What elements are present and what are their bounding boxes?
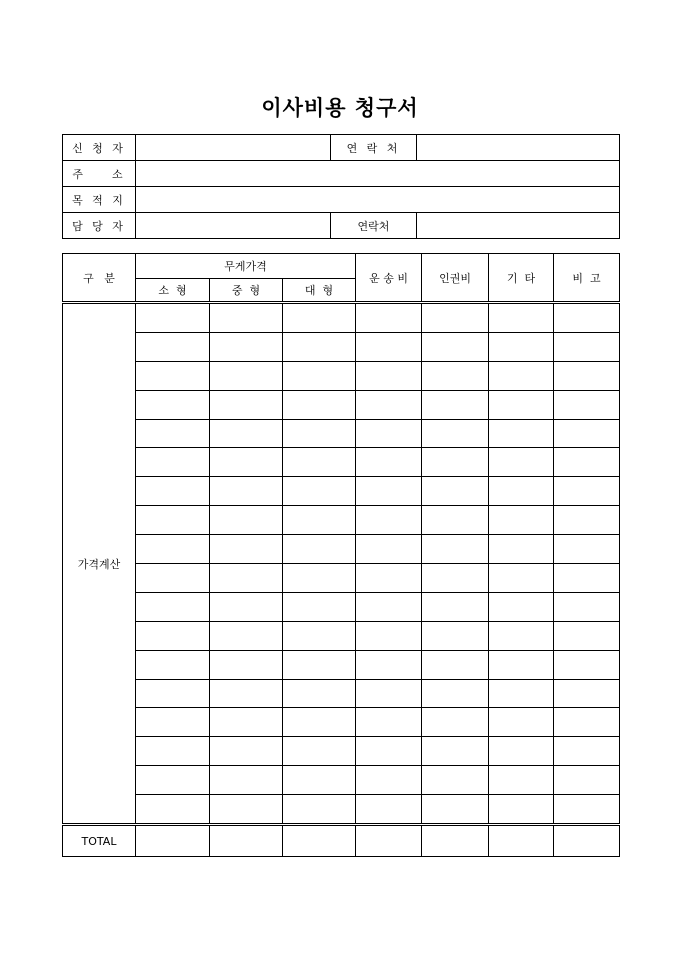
other-cell[interactable] [489, 535, 554, 564]
transport-cell[interactable] [356, 535, 422, 564]
labor-cell[interactable] [422, 477, 489, 506]
total-remarks-cell[interactable] [554, 825, 620, 857]
other-cell[interactable] [489, 650, 554, 679]
table-row [63, 477, 620, 506]
medium-cell[interactable] [210, 737, 283, 766]
large-cell[interactable] [283, 564, 356, 593]
small-cell[interactable] [136, 506, 210, 535]
labor-cell[interactable] [422, 737, 489, 766]
large-cell[interactable] [283, 303, 356, 333]
table-row [63, 506, 620, 535]
medium-cell[interactable] [210, 592, 283, 621]
address-label: 주 소 [63, 161, 136, 187]
applicant-row [63, 135, 620, 161]
medium-cell[interactable] [210, 390, 283, 419]
small-size-header: 소 형 [136, 279, 210, 303]
document-title: 이사비용 청구서 [261, 96, 419, 120]
small-cell[interactable] [136, 303, 210, 333]
labor-cell[interactable] [422, 361, 489, 390]
large-cell[interactable] [283, 332, 356, 361]
large-cell[interactable] [283, 448, 356, 477]
labor-cell[interactable] [422, 332, 489, 361]
destination-row [63, 187, 620, 213]
medium-cell[interactable] [210, 564, 283, 593]
labor-cell[interactable] [422, 390, 489, 419]
remarks-cell[interactable] [554, 535, 620, 564]
total-medium-cell[interactable] [210, 825, 283, 857]
contact-field[interactable] [417, 135, 620, 161]
other-cell[interactable] [489, 506, 554, 535]
medium-cell[interactable] [210, 303, 283, 333]
row-group-label: 가격계산 [63, 303, 136, 825]
transport-cell[interactable] [356, 506, 422, 535]
labor-cell[interactable] [422, 303, 489, 333]
large-cell[interactable] [283, 592, 356, 621]
labor-cell[interactable] [422, 506, 489, 535]
large-cell[interactable] [283, 535, 356, 564]
labor-cell[interactable] [422, 592, 489, 621]
transport-cell[interactable] [356, 448, 422, 477]
destination-label: 목 적 지 [63, 187, 136, 213]
small-cell[interactable] [136, 708, 210, 737]
transport-cell[interactable] [356, 477, 422, 506]
table-row [63, 564, 620, 593]
medium-cell[interactable] [210, 448, 283, 477]
small-cell[interactable] [136, 477, 210, 506]
large-cell[interactable] [283, 419, 356, 448]
transport-cell[interactable] [356, 592, 422, 621]
labor-header: 인권비 [422, 254, 489, 303]
large-size-header: 대 형 [283, 279, 356, 303]
transport-cell[interactable] [356, 564, 422, 593]
other-header: 기 타 [489, 254, 554, 303]
address-field[interactable] [136, 161, 620, 187]
medium-cell[interactable] [210, 708, 283, 737]
other-cell[interactable] [489, 303, 554, 333]
other-cell[interactable] [489, 390, 554, 419]
transport-cell[interactable] [356, 708, 422, 737]
other-cell[interactable] [489, 766, 554, 795]
table-row [63, 303, 620, 333]
manager-field[interactable] [136, 213, 331, 239]
table-row [63, 332, 620, 361]
table-row [63, 621, 620, 650]
table-row [63, 766, 620, 795]
table-row [63, 737, 620, 766]
total-label: TOTAL [63, 825, 136, 857]
total-labor-cell[interactable] [422, 825, 489, 857]
other-cell[interactable] [489, 332, 554, 361]
labor-cell[interactable] [422, 708, 489, 737]
other-cell[interactable] [489, 737, 554, 766]
other-cell[interactable] [489, 361, 554, 390]
large-cell[interactable] [283, 766, 356, 795]
medium-cell[interactable] [210, 332, 283, 361]
remarks-cell[interactable] [554, 708, 620, 737]
header-row-1 [63, 254, 620, 279]
large-cell[interactable] [283, 650, 356, 679]
remarks-cell[interactable] [554, 448, 620, 477]
small-cell[interactable] [136, 361, 210, 390]
medium-cell[interactable] [210, 361, 283, 390]
transport-cell[interactable] [356, 679, 422, 708]
medium-cell[interactable] [210, 650, 283, 679]
transport-cell[interactable] [356, 332, 422, 361]
small-cell[interactable] [136, 737, 210, 766]
remarks-cell[interactable] [554, 592, 620, 621]
large-cell[interactable] [283, 506, 356, 535]
medium-size-header: 중 형 [210, 279, 283, 303]
remarks-header: 비 고 [554, 254, 620, 303]
other-cell[interactable] [489, 477, 554, 506]
applicant-label: 신 청 자 [63, 135, 136, 161]
small-cell[interactable] [136, 419, 210, 448]
large-cell[interactable] [283, 621, 356, 650]
labor-cell[interactable] [422, 419, 489, 448]
medium-cell[interactable] [210, 419, 283, 448]
remarks-cell[interactable] [554, 477, 620, 506]
remarks-cell[interactable] [554, 506, 620, 535]
total-transport-cell[interactable] [356, 825, 422, 857]
manager-row [63, 213, 620, 239]
manager-contact-label: 연락처 [331, 213, 417, 239]
applicant-info-table [62, 134, 620, 239]
transport-cell[interactable] [356, 650, 422, 679]
small-cell[interactable] [136, 766, 210, 795]
table-row [63, 448, 620, 477]
labor-cell[interactable] [422, 448, 489, 477]
table-row [63, 650, 620, 679]
other-cell[interactable] [489, 621, 554, 650]
table-row [63, 535, 620, 564]
labor-cell[interactable] [422, 795, 489, 825]
table-row [63, 795, 620, 825]
table-row [63, 592, 620, 621]
large-cell[interactable] [283, 737, 356, 766]
remarks-cell[interactable] [554, 737, 620, 766]
small-cell[interactable] [136, 650, 210, 679]
remarks-cell[interactable] [554, 390, 620, 419]
large-cell[interactable] [283, 795, 356, 825]
weight-price-header: 무게가격 [136, 254, 356, 279]
table-row [63, 679, 620, 708]
manager-contact-field[interactable] [417, 213, 620, 239]
total-small-cell[interactable] [136, 825, 210, 857]
labor-cell[interactable] [422, 679, 489, 708]
remarks-cell[interactable] [554, 564, 620, 593]
medium-cell[interactable] [210, 506, 283, 535]
transport-cell[interactable] [356, 419, 422, 448]
other-cell[interactable] [489, 419, 554, 448]
medium-cell[interactable] [210, 535, 283, 564]
total-row [63, 825, 620, 857]
table-row [63, 390, 620, 419]
address-row [63, 161, 620, 187]
large-cell[interactable] [283, 679, 356, 708]
medium-cell[interactable] [210, 766, 283, 795]
other-cell[interactable] [489, 564, 554, 593]
remarks-cell[interactable] [554, 766, 620, 795]
remarks-cell[interactable] [554, 303, 620, 333]
medium-cell[interactable] [210, 477, 283, 506]
destination-field[interactable] [136, 187, 620, 213]
labor-cell[interactable] [422, 766, 489, 795]
table-row [63, 419, 620, 448]
cost-body [63, 303, 620, 825]
transport-cell[interactable] [356, 795, 422, 825]
large-cell[interactable] [283, 390, 356, 419]
labor-cell[interactable] [422, 535, 489, 564]
small-cell[interactable] [136, 592, 210, 621]
remarks-cell[interactable] [554, 650, 620, 679]
remarks-cell[interactable] [554, 361, 620, 390]
medium-cell[interactable] [210, 621, 283, 650]
labor-cell[interactable] [422, 621, 489, 650]
medium-cell[interactable] [210, 679, 283, 708]
large-cell[interactable] [283, 708, 356, 737]
large-cell[interactable] [283, 477, 356, 506]
small-cell[interactable] [136, 564, 210, 593]
table-row [63, 708, 620, 737]
transport-cell[interactable] [356, 737, 422, 766]
table-row [63, 361, 620, 390]
labor-cell[interactable] [422, 564, 489, 593]
small-cell[interactable] [136, 621, 210, 650]
small-cell[interactable] [136, 679, 210, 708]
other-cell[interactable] [489, 679, 554, 708]
transport-cell[interactable] [356, 361, 422, 390]
medium-cell[interactable] [210, 795, 283, 825]
total-other-cell[interactable] [489, 825, 554, 857]
other-cell[interactable] [489, 448, 554, 477]
small-cell[interactable] [136, 535, 210, 564]
contact-label: 연 락 처 [331, 135, 417, 161]
small-cell[interactable] [136, 390, 210, 419]
remarks-cell[interactable] [554, 332, 620, 361]
transport-cell[interactable] [356, 621, 422, 650]
other-cell[interactable] [489, 592, 554, 621]
remarks-cell[interactable] [554, 679, 620, 708]
small-cell[interactable] [136, 795, 210, 825]
cost-calculation-table [62, 253, 620, 857]
category-header: 구 분 [63, 254, 136, 303]
transport-header: 운 송 비 [356, 254, 422, 303]
transport-cell[interactable] [356, 390, 422, 419]
remarks-cell[interactable] [554, 419, 620, 448]
labor-cell[interactable] [422, 650, 489, 679]
large-cell[interactable] [283, 361, 356, 390]
applicant-field[interactable] [136, 135, 331, 161]
manager-label: 담 당 자 [63, 213, 136, 239]
transport-cell[interactable] [356, 303, 422, 333]
small-cell[interactable] [136, 332, 210, 361]
remarks-cell[interactable] [554, 795, 620, 825]
other-cell[interactable] [489, 708, 554, 737]
small-cell[interactable] [136, 448, 210, 477]
transport-cell[interactable] [356, 766, 422, 795]
other-cell[interactable] [489, 795, 554, 825]
total-large-cell[interactable] [283, 825, 356, 857]
remarks-cell[interactable] [554, 621, 620, 650]
